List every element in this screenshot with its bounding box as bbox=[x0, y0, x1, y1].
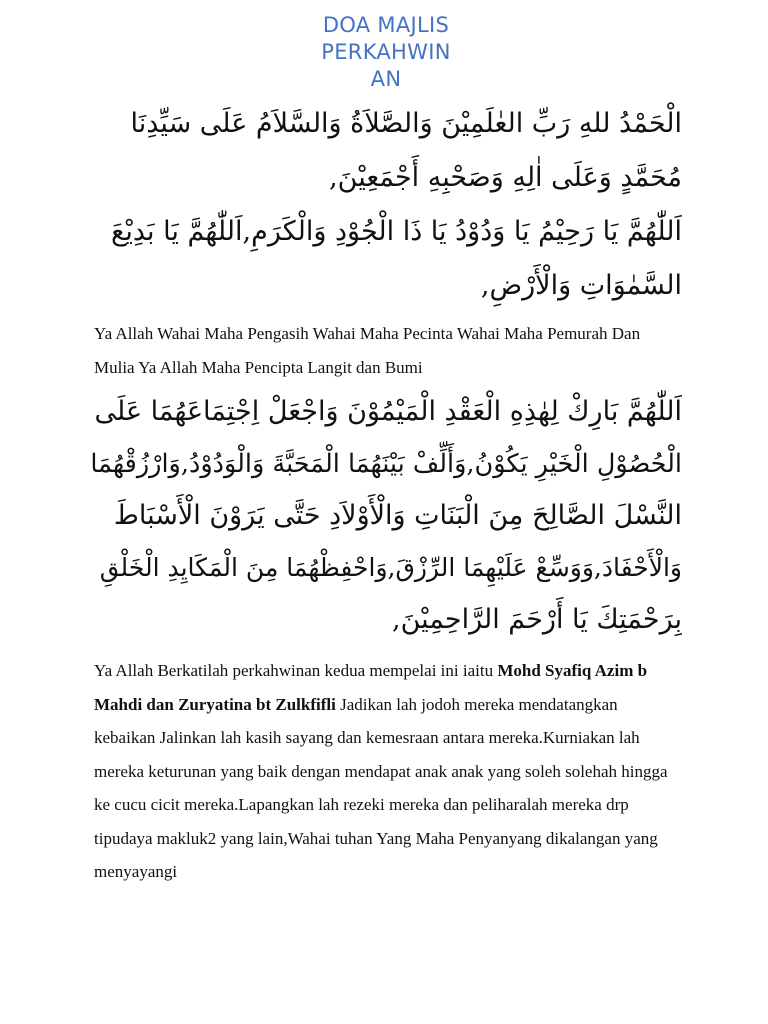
arabic-marriage-prayer bbox=[90, 386, 682, 646]
document-page bbox=[0, 12, 768, 1024]
arabic-line: اَللّٰهُمَّ بَارِكْ لِهٰذِهِ الْعَقْدِ الْمَيْمُوْنَ وَاجْعَلْ اِجْتِمَاعَهُمَا عَلَى bbox=[94, 396, 682, 427]
paragraph-body-text: Jadikan lah jodoh mereka mendatangkan kebaikan Jalinkan lah kasih sayang dan kemesraan antara mereka.Kurniakan lah mereka keturunan yang baik dengan mendapat anak anak yang soleh solehah hingga ke cucu cicit mereka.Lapangkan lah rezeki mereka dan peliharalah mereka drp tipudaya makluk2 yang lain,Wahai tuhan Yang Maha Penyanyang dikalangan yang menyayangi bbox=[94, 694, 668, 881]
paragraph-intro-text: Ya Allah Berkatilah perkahwinan kedua mempelai ini iaitu bbox=[94, 661, 498, 680]
arabic-line: بِرَحْمَتِكَ يَا أَرْحَمَ الرَّاحِمِيْنَ, bbox=[391, 604, 682, 635]
arabic-line: اَللّٰهُمَّ يَا رَحِيْمُ يَا وَدُوْدُ يَا ذَا الْجُوْدِ وَالْكَرَمِ,اَللّٰهُمَّ يَا بَدِيْعَ bbox=[110, 216, 682, 247]
arabic-line: النَّسْلَ الصَّالِحَ مِنَ الْبَنَاتِ وَالْأَوْلاَدِ حَتَّى يَرَوْنَ الْأَسْبَاطَ bbox=[113, 500, 682, 531]
translation-paragraph-1: Ya Allah Wahai Maha Pengasih Wahai Maha Pecinta Wahai Maha Pemurah Dan Mulia Ya Allah Maha Pencipta Langit dan Bumi bbox=[94, 324, 641, 377]
translation-paragraph-2 bbox=[94, 654, 678, 889]
couple-names: Mohd Syafiq Azim b Mahdi dan Zuryatina bt Zulkfifli bbox=[94, 661, 648, 714]
page-title bbox=[301, 12, 471, 93]
title-line-3: AN bbox=[370, 67, 402, 91]
arabic-opening-prayer bbox=[90, 97, 682, 313]
arabic-line: الْحُصُوْلِ الْخَيْرِ يَكُوْنُ,وَأَلِّفْ بَيْنَهُمَا الْمَحَبَّةَ وَالْوَدُوْدُ,وَارْزُقْهُمَا bbox=[90, 449, 682, 479]
title-line-1: DOA MAJLIS bbox=[322, 13, 450, 37]
arabic-line: الْحَمْدُ للهِ رَبِّ العٰلَمِيْنَ وَالصَّلاَةُ وَالسَّلاَمُ عَلَى سَيِّدِنَا bbox=[130, 108, 682, 139]
title-line-2: PERKAHWIN bbox=[321, 40, 451, 64]
arabic-line: مُحَمَّدٍ وَعَلَى اٰلِهِ وَصَحْبِهِ أَجْمَعِيْنَ, bbox=[329, 162, 682, 193]
arabic-line: وَالْأَحْفَادَ,وَوَسِّعْ عَلَيْهِمَا الرِّزْقَ,وَاحْفِظْهُمَا مِنَ الْمَكَايِدِ الْخَلْقِ bbox=[99, 553, 682, 582]
arabic-line: السَّمٰوَاتِ وَالْأَرْضِ, bbox=[480, 270, 682, 301]
